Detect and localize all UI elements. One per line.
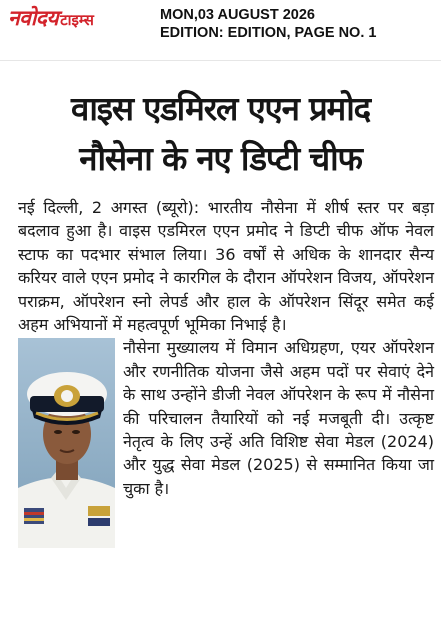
header-divider xyxy=(0,60,441,61)
headline-line-1: वाइस एडमिरल एएन प्रमोद xyxy=(71,89,370,128)
article-body xyxy=(18,196,434,550)
edition-page: EDITION: EDITION, PAGE NO. 1 xyxy=(160,25,377,41)
logo-main-text: नवोदय xyxy=(8,6,59,30)
issue-date: MON,03 AUGUST 2026 xyxy=(160,7,315,23)
masthead xyxy=(0,0,441,62)
newspaper-logo[interactable] xyxy=(8,4,94,32)
logo-sub-text: टाइम्स xyxy=(60,11,94,29)
article-paragraph-1 xyxy=(18,196,434,336)
headline-line-2: नौसेना के नए डिप्टी चीफ xyxy=(79,139,362,178)
article-paragraph-1-text: भारतीय नौसेना में शीर्ष स्तर पर बड़ा बदलाव हुआ है। वाइस एडमिरल एएन प्रमोद ने डिप्टी चीफ ऑफ नेवल स्टाफ का पदभार संभाल लिया। 36 वर्षों से अधिक के शानदार सैन्य करियर वाले एएन प्रमोद ने कारगिल के दौरान ऑपरेशन विजय, ऑपरेशन पराक्रम, ऑपरेशन स्नो लेपर्ड और हाल के ऑपरेशन सिंदूर समेत कई अहम अभियानों में महत्वपूर्ण भूमिका निभाई है। xyxy=(18,198,434,335)
article-paragraph-2: नौसेना मुख्यालय में विमान अधिग्रहण, एयर ऑपरेशन और रणनीतिक योजना जैसे अहम पदों पर सेवाएं देने के साथ उन्होंने डीजी नेवल ऑपरेशन के रूप में नौसेना की परिचालन तैयारियों को नई मजबूती दी। उत्कृष्ट नेतृत्व के लिए उन्हें अति विशिष्ट सेवा मेडल (2024) और युद्ध सेवा मेडल (2025) से सम्मानित किया जा चुका है। xyxy=(123,338,434,498)
article-headline xyxy=(0,84,441,184)
officer-portrait-image xyxy=(18,338,115,548)
edition-info xyxy=(160,6,376,42)
dateline: नई दिल्ली, 2 अगस्त (ब्यूरो): xyxy=(18,198,200,217)
officer-photo xyxy=(18,338,115,548)
